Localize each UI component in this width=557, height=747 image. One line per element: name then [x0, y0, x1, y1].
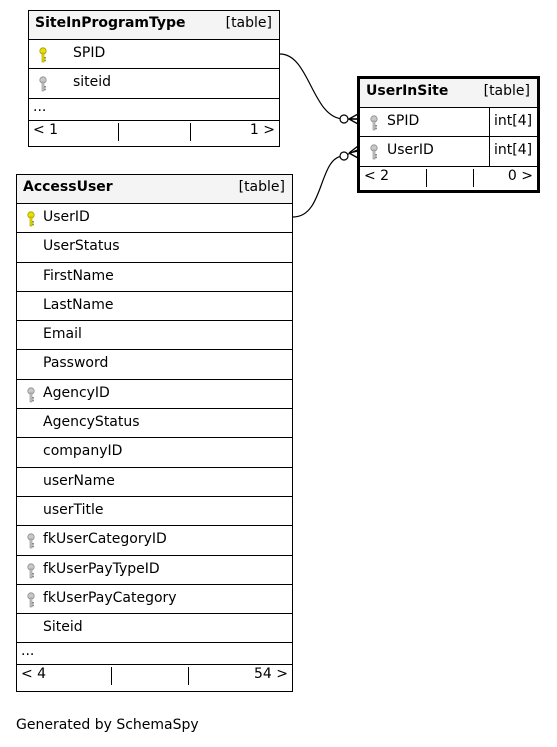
primary-key-icon: [26, 211, 36, 231]
more-columns-ellipsis: [17, 643, 292, 665]
column-row-password[interactable]: [17, 350, 292, 379]
column-name: companyID: [43, 443, 123, 460]
column-name: fkUserCategoryID: [43, 531, 167, 548]
column-name: UserID: [43, 209, 90, 225]
column-name: siteid: [73, 74, 112, 91]
column-row-agencyid[interactable]: [17, 380, 292, 409]
column-name: fkUserPayTypeID: [43, 560, 160, 577]
table-header: [17, 175, 292, 204]
generated-by-footer: Generated by SchemaSpy: [16, 717, 199, 733]
parent-count: < 1: [33, 121, 59, 138]
column-row-spid[interactable]: [29, 40, 279, 69]
relationship-optional-marker: [340, 115, 348, 123]
foreign-key-icon: [26, 592, 36, 612]
foreign-key-icon: [38, 76, 48, 96]
column-name: FirstName: [43, 267, 114, 284]
table-header: [29, 11, 279, 40]
foreign-key-icon: [369, 115, 379, 135]
footer-divider: [111, 667, 112, 685]
ellipsis-text: ...: [21, 643, 35, 660]
column-row-siteid[interactable]: [29, 69, 279, 98]
column-row-usertitle[interactable]: [17, 497, 292, 526]
column-name: userTitle: [43, 501, 104, 518]
foreign-key-icon: [26, 563, 36, 583]
column-name: UserStatus: [43, 238, 120, 255]
column-name: LastName: [43, 296, 114, 313]
footer-divider: [190, 123, 191, 141]
footer-divider: [426, 169, 427, 187]
column-name: AgencyStatus: [43, 414, 140, 431]
column-name: Password: [43, 355, 109, 372]
column-row-spid[interactable]: [360, 108, 537, 137]
column-row-lastname[interactable]: [17, 292, 292, 321]
foreign-key-icon: [369, 144, 379, 164]
more-columns-ellipsis: [29, 99, 279, 121]
table-access-user[interactable]: [16, 174, 293, 692]
table-site-in-program-type[interactable]: [28, 10, 280, 147]
column-type-cell: [489, 108, 537, 136]
table-user-in-site[interactable]: [357, 76, 540, 193]
ellipsis-text: ...: [33, 98, 47, 115]
column-row-fkuserpaycategory[interactable]: [17, 585, 292, 614]
parent-count: < 4: [21, 666, 47, 683]
column-name: SPID: [73, 45, 106, 61]
table-footer: [360, 167, 537, 189]
table-header: [360, 79, 537, 108]
column-type-cell: [489, 137, 537, 165]
column-row-email[interactable]: [17, 321, 292, 350]
child-count: 54 >: [254, 666, 288, 683]
table-type-tag: [table]: [483, 83, 530, 99]
column-row-userid[interactable]: [17, 204, 292, 233]
column-type: int[4]: [494, 142, 533, 159]
relationship-optional-marker: [340, 152, 348, 160]
column-row-firstname[interactable]: [17, 263, 292, 292]
footer-divider: [473, 169, 474, 187]
table-name: SiteInProgramType: [35, 15, 186, 31]
column-name: UserID: [387, 142, 434, 159]
column-row-agencystatus[interactable]: [17, 409, 292, 438]
relationship-line-spid: [280, 54, 357, 119]
primary-key-icon: [38, 47, 48, 67]
table-name: UserInSite: [366, 83, 449, 99]
column-name: fkUserPayCategory: [43, 589, 177, 606]
column-row-companyid[interactable]: [17, 438, 292, 467]
table-footer: [17, 665, 292, 687]
table-name: AccessUser: [23, 179, 113, 195]
child-count: 1 >: [249, 121, 275, 138]
parent-count: < 2: [364, 167, 390, 184]
column-row-username[interactable]: [17, 468, 292, 497]
footer-divider: [118, 123, 119, 141]
column-name: SPID: [387, 113, 420, 129]
column-row-fkusercategoryid[interactable]: [17, 526, 292, 555]
column-row-userid[interactable]: [360, 137, 537, 166]
foreign-key-icon: [26, 387, 36, 407]
column-name: Siteid: [43, 619, 83, 636]
table-footer: [29, 121, 279, 143]
column-row-fkuserpaytypeid[interactable]: [17, 556, 292, 585]
column-row-userstatus[interactable]: [17, 233, 292, 262]
column-type: int[4]: [494, 113, 533, 129]
column-name: userName: [43, 472, 115, 489]
child-count: 0 >: [507, 167, 533, 184]
table-type-tag: [table]: [225, 15, 272, 31]
column-name: Email: [43, 326, 82, 343]
footer-divider: [188, 667, 189, 685]
relationship-line-userid: [293, 150, 357, 217]
table-type-tag: [table]: [238, 179, 285, 195]
column-name: AgencyID: [43, 384, 110, 401]
column-row-siteid[interactable]: [17, 614, 292, 643]
foreign-key-icon: [26, 533, 36, 553]
